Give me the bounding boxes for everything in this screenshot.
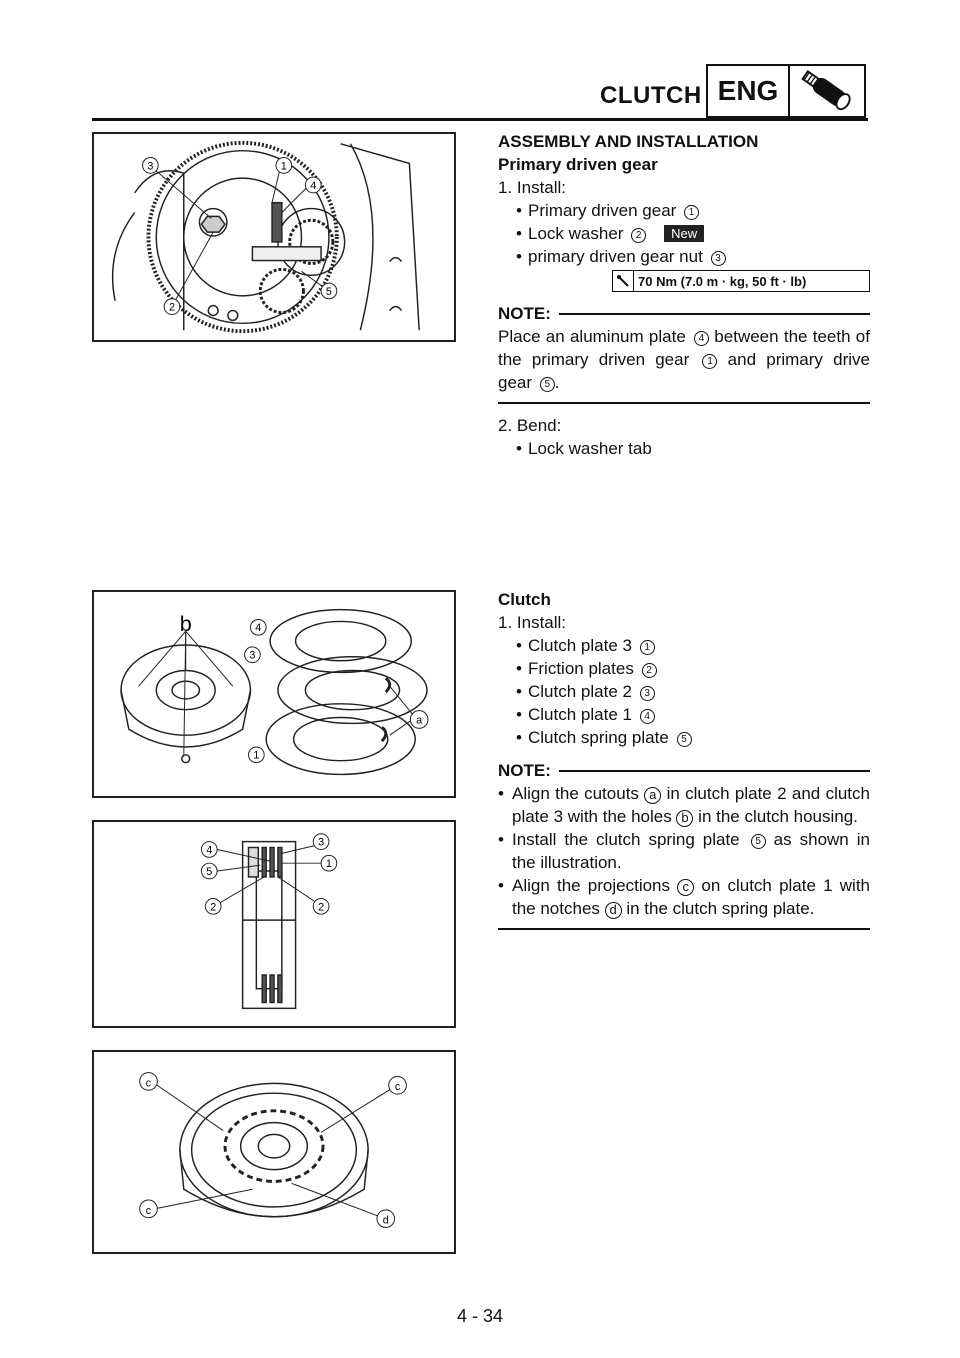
note-end-rule xyxy=(498,402,870,404)
step-label: 2. Bend: xyxy=(498,416,562,435)
page-number: 4 - 34 xyxy=(456,1306,504,1326)
note-item: • Install the clutch spring plate 5 as shown in the illustration. xyxy=(498,828,870,874)
reference-number: 2 xyxy=(642,663,657,678)
callout-label: 3 xyxy=(147,160,154,173)
callout-label: c xyxy=(145,1077,152,1090)
page-section-title: CLUTCH xyxy=(600,82,702,109)
list-item: • Clutch plate 1 4 xyxy=(516,703,870,726)
list-item: • primary driven gear nut 3 xyxy=(516,245,870,268)
callout-label: d xyxy=(382,1214,389,1227)
reference-number: 1 xyxy=(684,205,699,220)
callout-label: 4 xyxy=(255,622,262,635)
figure-primary-driven-gear xyxy=(92,132,456,342)
callout-label: 4 xyxy=(310,179,317,192)
list-item: • Primary driven gear 1 xyxy=(516,199,870,222)
step-label: 1. Install: xyxy=(498,613,567,632)
callout-label: 2 xyxy=(210,901,217,914)
reference-number: 3 xyxy=(640,686,655,701)
reference-letter: d xyxy=(605,902,622,919)
reference-number: 3 xyxy=(711,251,726,266)
subheading: Primary driven gear xyxy=(498,155,658,174)
reference-letter: b xyxy=(676,810,693,827)
reference-number: 4 xyxy=(640,709,655,724)
callout-label: 3 xyxy=(249,649,256,662)
torque-spec-box xyxy=(612,270,870,292)
callout-label: 1 xyxy=(280,160,287,173)
assembly-section xyxy=(498,130,870,460)
note-item: • Align the cutouts a in clutch plate 2 and clutch plate 3 with the holes b in the clutch housing. xyxy=(498,782,870,828)
reference-number: 2 xyxy=(631,228,646,243)
list-item: • Friction plates 2 xyxy=(516,657,870,680)
section-badge: ENG xyxy=(706,64,788,118)
callout-label: 4 xyxy=(206,844,213,857)
wrench-icon xyxy=(790,66,864,116)
subheading: Clutch xyxy=(498,590,551,609)
callout-label: 2 xyxy=(318,901,325,914)
header-rule xyxy=(92,118,868,121)
callout-label: 1 xyxy=(253,749,260,762)
list-item: • Clutch plate 3 1 xyxy=(516,634,870,657)
callout-label: a xyxy=(416,714,423,727)
new-part-badge: New xyxy=(664,225,704,242)
reference-number: 5 xyxy=(540,377,555,392)
note-header: NOTE: xyxy=(498,302,870,325)
reference-letter: a xyxy=(644,787,661,804)
callout-label: c xyxy=(394,1081,401,1094)
callout-label: c xyxy=(145,1204,152,1217)
reference-number: 4 xyxy=(694,331,709,346)
clutch-projections-illustration xyxy=(94,1052,454,1252)
callout-label: 5 xyxy=(325,285,332,298)
clutch-section xyxy=(498,588,870,930)
reference-number: 1 xyxy=(640,640,655,655)
torque-value: 70 Nm (7.0 m · kg, 50 ft · lb) xyxy=(638,273,807,289)
clutch-plates-illustration xyxy=(94,592,454,796)
callout-label: 2 xyxy=(168,301,175,314)
list-item: • Lock washer tab xyxy=(516,437,870,460)
reference-letter: c xyxy=(677,879,694,896)
callout-label: 3 xyxy=(318,836,325,849)
reference-number: 1 xyxy=(702,354,717,369)
figure-clutch-plates xyxy=(92,590,456,798)
section-heading: ASSEMBLY AND INSTALLATION xyxy=(498,132,759,151)
primary-driven-gear-illustration xyxy=(94,134,454,340)
reference-number: 5 xyxy=(677,732,692,747)
note-header: NOTE: xyxy=(498,759,870,782)
figure-clutch-projections xyxy=(92,1050,456,1254)
list-item: • Clutch spring plate 5 xyxy=(516,726,870,749)
figure-clutch-cross-section xyxy=(92,820,456,1028)
step-label: 1. Install: xyxy=(498,178,567,197)
clutch-cross-section-illustration xyxy=(94,822,454,1026)
callout-label: 5 xyxy=(206,865,213,878)
callout-label: b xyxy=(179,611,192,637)
list-item: • Clutch plate 2 3 xyxy=(516,680,870,703)
note-text: Place an aluminum plate 4 between the teeth of the primary driven gear 1 and primary drive gear 5 . xyxy=(498,327,870,392)
note-item: • Align the projections c on clutch plate 1 with the notches d in the clutch spring plate. xyxy=(498,874,870,920)
callout-label: 1 xyxy=(325,858,332,871)
torque-wrench-icon xyxy=(613,271,634,291)
reference-number: 5 xyxy=(751,834,766,849)
list-item: • Lock washer 2 New xyxy=(516,222,870,245)
note-end-rule xyxy=(498,928,870,930)
section-icon-box xyxy=(788,64,866,118)
